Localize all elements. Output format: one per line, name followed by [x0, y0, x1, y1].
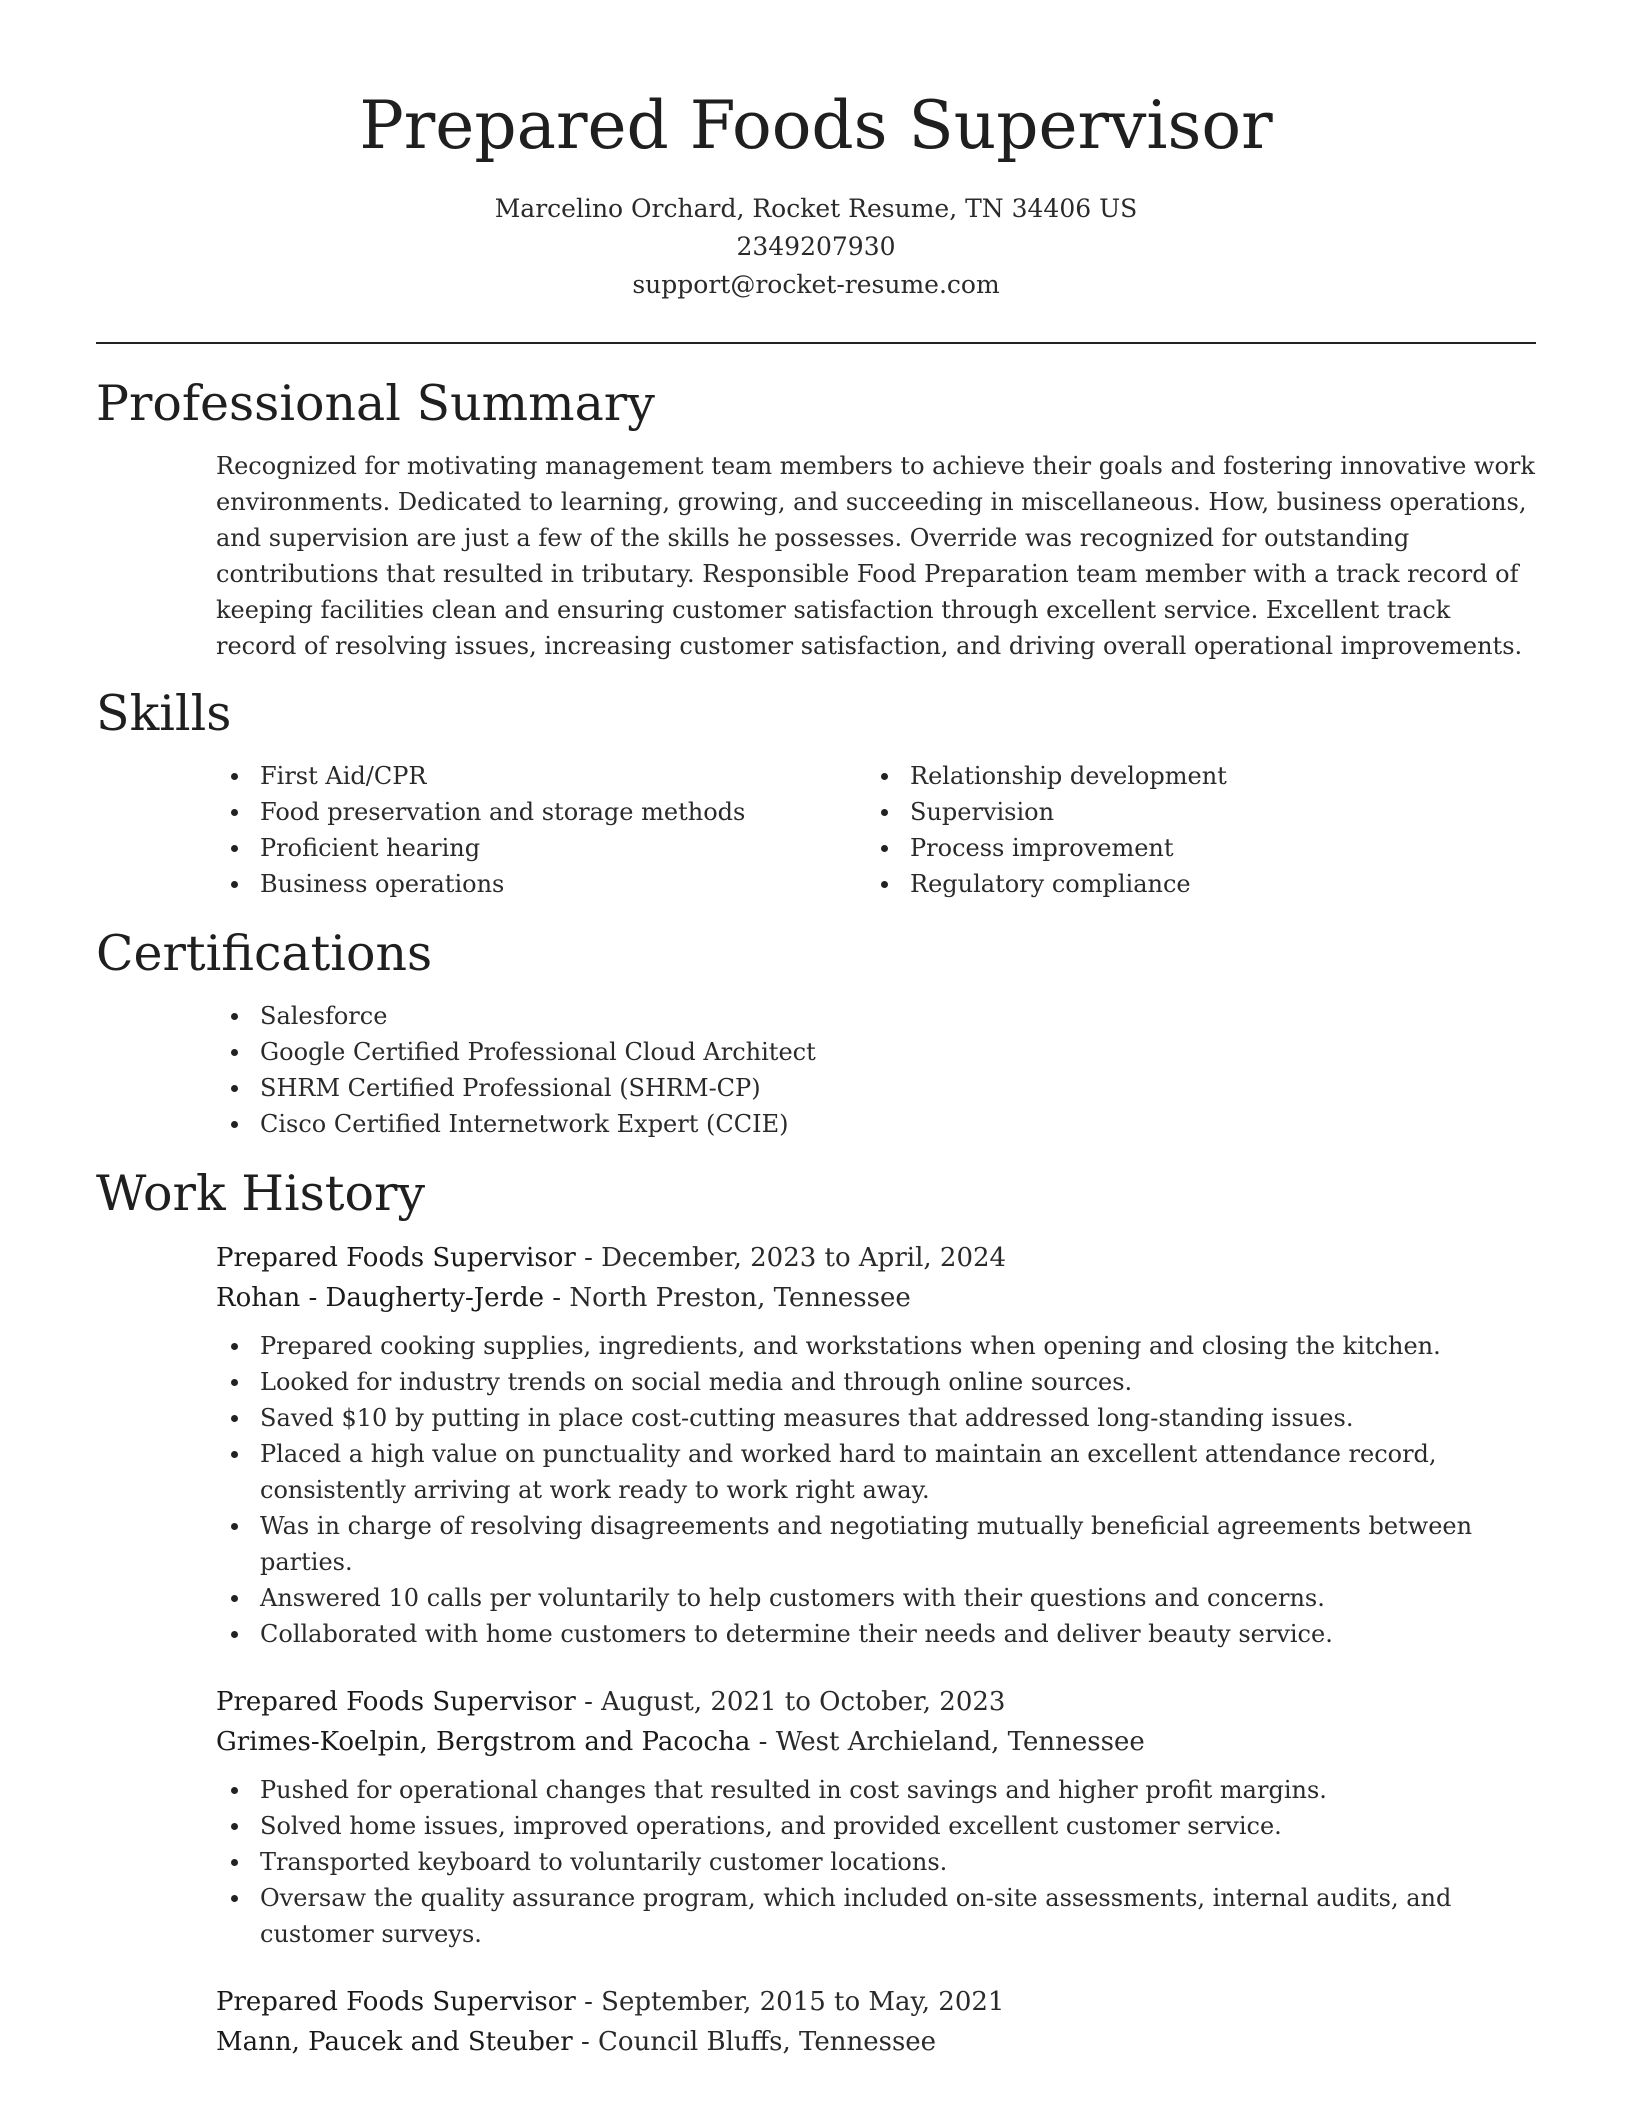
job-dates: December, 2023 to April, 2024	[601, 1243, 1007, 1273]
skill-item: First Aid/CPR	[216, 758, 866, 794]
job-dates: August, 2021 to October, 2023	[601, 1687, 1006, 1717]
skills-list-right	[866, 758, 1516, 902]
job-role: Prepared Foods Supervisor	[216, 1243, 576, 1273]
job-bullet: Was in charge of resolving disagreements and negotiating mutually beneficial agreements between parties.	[216, 1508, 1536, 1580]
summary-section	[96, 374, 1536, 664]
certification-item: Cisco Certified Internetwork Expert (CCIE)	[216, 1106, 1536, 1142]
job-company-line	[216, 1722, 1536, 1762]
job-entry	[216, 1682, 1536, 1952]
job-bullet: Prepared cooking supplies, ingredients, and workstations when opening and closing the kitchen.	[216, 1328, 1536, 1364]
certifications-section	[96, 924, 1536, 1142]
job-company: Grimes-Koelpin, Bergstrom and Pacocha	[216, 1727, 751, 1757]
job-location: Council Bluffs, Tennessee	[598, 2027, 937, 2057]
separator: -	[575, 1243, 602, 1273]
candidate-name: Prepared Foods Supervisor	[359, 87, 1273, 164]
job-bullets	[216, 1328, 1536, 1652]
job-location: West Archieland, Tennessee	[775, 1727, 1145, 1757]
job-dates: September, 2015 to May, 2021	[601, 1987, 1005, 2017]
job-bullet: Pushed for operational changes that resulted in cost savings and higher profit margins.	[216, 1772, 1536, 1808]
contact-email: support@rocket-resume.com	[632, 270, 1000, 299]
contact-address: Marcelino Orchard, Rocket Resume, TN 34406 US	[494, 194, 1138, 223]
job-bullet: Transported keyboard to voluntarily customer locations.	[216, 1844, 1536, 1880]
skills-list-left	[216, 758, 866, 902]
job-bullet: Saved $10 by putting in place cost-cutting measures that addressed long-standing issues.	[216, 1400, 1536, 1436]
job-role: Prepared Foods Supervisor	[216, 1987, 576, 2017]
job-location: North Preston, Tennessee	[569, 1283, 911, 1313]
work-history-section	[96, 1164, 1536, 2062]
contact-block	[96, 190, 1536, 304]
skills-grid	[216, 758, 1536, 902]
skill-item: Regulatory compliance	[866, 866, 1516, 902]
skill-item: Food preservation and storage methods	[216, 794, 866, 830]
skill-item: Relationship development	[866, 758, 1516, 794]
job-entry	[216, 1982, 1536, 2062]
job-bullets	[216, 1772, 1536, 1952]
certification-item: SHRM Certified Professional (SHRM-CP)	[216, 1070, 1536, 1106]
resume-page	[96, 0, 1536, 2062]
job-bullet: Oversaw the quality assurance program, which included on-site assessments, internal audits, and customer surveys.	[216, 1880, 1536, 1952]
separator: -	[572, 2027, 599, 2057]
job-company: Mann, Paucek and Steuber	[216, 2027, 573, 2057]
job-entry	[216, 1238, 1536, 1652]
separator: -	[575, 1687, 602, 1717]
summary-text: Recognized for motivating management team members to achieve their goals and fostering innovative work environments. Dedicated to learning, growing, and succeeding in miscellaneous. How, business operations, and supervision are just a few of the skills he possesses. Override was recognized for outstanding contributions that resulted in tributary. Responsible Food Preparation team member with a track record of keeping facilities clean and ensuring customer satisfaction through excellent service. Excellent track record of resolving issues, increasing customer satisfaction, and driving overall operational improvements.	[216, 452, 1535, 660]
separator: -	[575, 1987, 602, 2017]
skill-item: Process improvement	[866, 830, 1516, 866]
skills-heading: Skills	[96, 685, 232, 742]
certification-item: Google Certified Professional Cloud Architect	[216, 1034, 1536, 1070]
job-bullet: Looked for industry trends on social media and through online sources.	[216, 1364, 1536, 1400]
skill-item: Proficient hearing	[216, 830, 866, 866]
contact-phone: 2349207930	[736, 232, 896, 261]
job-bullet: Placed a high value on punctuality and worked hard to maintain an excellent attendance record, consistently arriving at work ready to work right away.	[216, 1436, 1536, 1508]
work-history-heading: Work History	[96, 1165, 426, 1222]
job-title-line	[216, 1982, 1536, 2022]
summary-heading: Professional Summary	[96, 375, 655, 432]
separator: -	[544, 1283, 570, 1313]
job-company-line	[216, 2022, 1536, 2062]
job-title-line	[216, 1238, 1536, 1278]
certifications-list	[216, 998, 1536, 1142]
job-bullet: Solved home issues, improved operations, and provided excellent customer service.	[216, 1808, 1536, 1844]
job-role: Prepared Foods Supervisor	[216, 1687, 576, 1717]
job-company-line	[216, 1278, 1536, 1318]
job-company: Rohan - Daugherty-Jerde	[216, 1283, 545, 1313]
skill-item: Business operations	[216, 866, 866, 902]
job-bullet: Collaborated with home customers to determine their needs and deliver beauty service.	[216, 1616, 1536, 1652]
job-title-line	[216, 1682, 1536, 1722]
certification-item: Salesforce	[216, 998, 1536, 1034]
skill-item: Supervision	[866, 794, 1516, 830]
certifications-heading: Certifications	[96, 925, 433, 982]
header-divider	[96, 342, 1536, 344]
skills-section	[96, 684, 1536, 902]
job-bullet: Answered 10 calls per voluntarily to help customers with their questions and concerns.	[216, 1580, 1536, 1616]
separator: -	[750, 1727, 776, 1757]
resume-header	[96, 0, 1536, 304]
